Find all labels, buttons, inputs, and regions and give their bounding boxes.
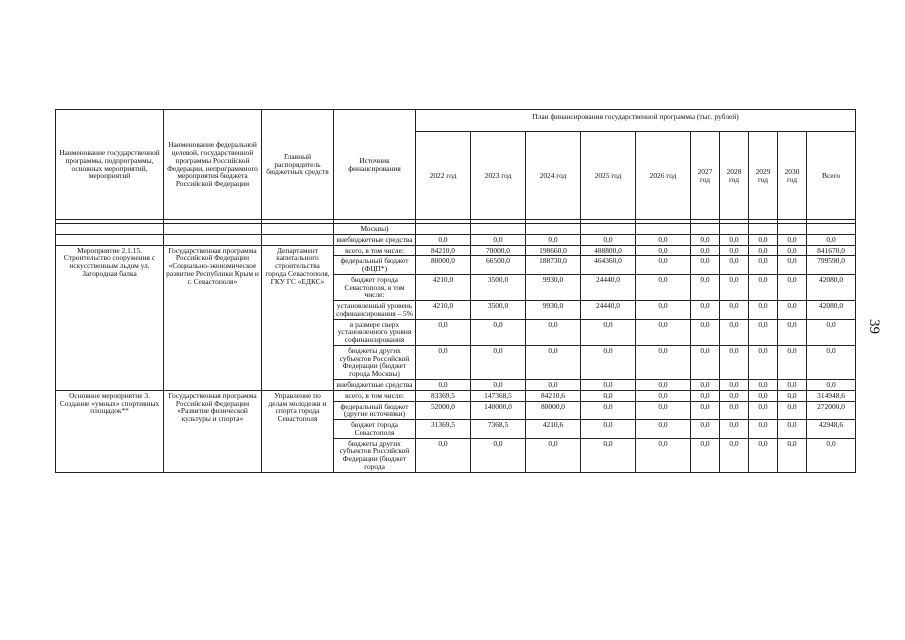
value-cell: 188730,0: [526, 256, 581, 275]
value-cell: 0,0: [636, 420, 691, 439]
financing-table: [55, 109, 856, 473]
value-cell: [581, 224, 636, 235]
funding-source-cell: всего, в том числе:: [334, 245, 416, 256]
funding-source-cell: Москвы): [334, 224, 416, 235]
header-federal-program: Наименование федеральной целевой, государственной программы Российской Федерации, непрограммного мероприятия бюджета Российской Федерации: [164, 110, 262, 220]
value-cell: 0,0: [778, 245, 807, 256]
value-cell: 31369,5: [416, 420, 471, 439]
value-cell: 0,0: [720, 301, 749, 320]
value-cell: 0,0: [720, 420, 749, 439]
program-cell: Государственная программа Российской Федерации «Социально-экономическое развитие Республики Крым и г. Севастополя»: [164, 245, 262, 390]
header-funding-source: Источник финансирования: [334, 110, 416, 220]
value-cell: 0,0: [581, 420, 636, 439]
funding-source-cell: бюджеты других субъектов Российской Федерации (бюджет города: [334, 438, 416, 472]
header-year: 2022 год: [416, 132, 471, 220]
value-cell: 0,0: [636, 245, 691, 256]
value-cell: 80000,0: [416, 256, 471, 275]
value-cell: 0,0: [581, 380, 636, 391]
value-cell: [416, 224, 471, 235]
value-cell: 0,0: [778, 420, 807, 439]
value-cell: 0,0: [720, 256, 749, 275]
value-cell: 0,0: [691, 380, 720, 391]
total-cell: 0,0: [807, 345, 856, 379]
header-financing-plan: План финансирования государственной программы (тыс. рублей): [416, 110, 856, 132]
value-cell: 0,0: [691, 319, 720, 345]
empty-cell: [262, 224, 334, 235]
total-cell: 0,0: [807, 380, 856, 391]
value-cell: 0,0: [720, 274, 749, 300]
value-cell: 0,0: [778, 256, 807, 275]
header-year: 2025 год: [581, 132, 636, 220]
empty-cell: [56, 234, 164, 245]
funding-source-cell: бюджет города Севастополя: [334, 420, 416, 439]
value-cell: 0,0: [581, 234, 636, 245]
total-cell: 841670,0: [807, 245, 856, 256]
value-cell: 84210,0: [416, 245, 471, 256]
value-cell: 0,0: [416, 380, 471, 391]
value-cell: 0,0: [778, 319, 807, 345]
value-cell: 147368,5: [471, 390, 526, 401]
value-cell: 0,0: [778, 380, 807, 391]
value-cell: 4210,6: [526, 420, 581, 439]
value-cell: 0,0: [416, 345, 471, 379]
value-cell: 3500,0: [471, 301, 526, 320]
value-cell: 0,0: [720, 438, 749, 472]
total-cell: 42080,0: [807, 301, 856, 320]
value-cell: 0,0: [581, 390, 636, 401]
value-cell: 0,0: [581, 319, 636, 345]
value-cell: 0,0: [691, 234, 720, 245]
value-cell: 0,0: [720, 401, 749, 420]
value-cell: [526, 224, 581, 235]
value-cell: 0,0: [636, 345, 691, 379]
value-cell: 80000,0: [526, 401, 581, 420]
funding-source-cell: федеральный бюджет (другие источники): [334, 401, 416, 420]
value-cell: 0,0: [416, 234, 471, 245]
value-cell: 84210,6: [526, 390, 581, 401]
value-cell: 0,0: [471, 319, 526, 345]
value-cell: 70000,0: [471, 245, 526, 256]
value-cell: 0,0: [691, 245, 720, 256]
value-cell: 0,0: [526, 438, 581, 472]
total-cell: 0,0: [807, 234, 856, 245]
value-cell: 0,0: [691, 390, 720, 401]
value-cell: 7368,5: [471, 420, 526, 439]
value-cell: 0,0: [749, 438, 778, 472]
event-name-cell: Основное мероприятие 3. Создание «умных» спортивных площадок**: [56, 390, 164, 472]
value-cell: 0,0: [526, 380, 581, 391]
value-cell: 0,0: [636, 274, 691, 300]
value-cell: 0,0: [749, 401, 778, 420]
value-cell: [778, 224, 807, 235]
value-cell: 9930,0: [526, 274, 581, 300]
value-cell: 0,0: [581, 345, 636, 379]
value-cell: 0,0: [526, 234, 581, 245]
value-cell: 488800,0: [581, 245, 636, 256]
value-cell: [720, 224, 749, 235]
value-cell: 66500,0: [471, 256, 526, 275]
value-cell: 0,0: [636, 301, 691, 320]
value-cell: 140000,0: [471, 401, 526, 420]
value-cell: 0,0: [636, 390, 691, 401]
manager-cell: Департамент капитального строительства города Севастополя, ГКУ ГС «ЕДКС»: [262, 245, 334, 390]
value-cell: 24440,0: [581, 274, 636, 300]
funding-source-cell: в размере сверх установленного уровня софинансирования: [334, 319, 416, 345]
value-cell: 0,0: [778, 301, 807, 320]
table-row: [56, 234, 856, 245]
value-cell: 0,0: [526, 319, 581, 345]
table-row: [56, 390, 856, 401]
value-cell: 0,0: [636, 380, 691, 391]
funding-source-cell: всего, в том числе:: [334, 390, 416, 401]
value-cell: 0,0: [778, 438, 807, 472]
funding-source-cell: внебюджетные средства: [334, 380, 416, 391]
value-cell: 0,0: [581, 401, 636, 420]
value-cell: 0,0: [691, 301, 720, 320]
value-cell: 0,0: [691, 401, 720, 420]
value-cell: 0,0: [636, 401, 691, 420]
value-cell: 0,0: [526, 345, 581, 379]
value-cell: 0,0: [778, 345, 807, 379]
header-year: 2027 год: [691, 132, 720, 220]
value-cell: 0,0: [471, 234, 526, 245]
table-row: [56, 224, 856, 235]
value-cell: 0,0: [778, 401, 807, 420]
value-cell: 0,0: [720, 345, 749, 379]
value-cell: 52000,0: [416, 401, 471, 420]
value-cell: 0,0: [471, 345, 526, 379]
value-cell: 0,0: [749, 345, 778, 379]
value-cell: 0,0: [416, 319, 471, 345]
value-cell: 0,0: [691, 274, 720, 300]
value-cell: 0,0: [471, 438, 526, 472]
funding-source-cell: установленный уровень софинансирования – 5%: [334, 301, 416, 320]
funding-source-cell: внебюджетные средства: [334, 234, 416, 245]
value-cell: [636, 224, 691, 235]
total-cell: 42948,6: [807, 420, 856, 439]
value-cell: 24440,0: [581, 301, 636, 320]
empty-cell: [56, 224, 164, 235]
event-name-cell: Мероприятие 2.1.15. Строительство сооружения с искусственным льдом ул. Загородная балка: [56, 245, 164, 390]
value-cell: 0,0: [636, 319, 691, 345]
value-cell: 0,0: [691, 345, 720, 379]
value-cell: 0,0: [720, 319, 749, 345]
value-cell: 0,0: [416, 438, 471, 472]
empty-cell: [164, 224, 262, 235]
value-cell: 0,0: [749, 274, 778, 300]
funding-source-cell: федеральный бюджет (ФЦП*): [334, 256, 416, 275]
value-cell: 0,0: [471, 380, 526, 391]
value-cell: [691, 224, 720, 235]
value-cell: 0,0: [581, 438, 636, 472]
value-cell: 0,0: [749, 420, 778, 439]
value-cell: 0,0: [778, 234, 807, 245]
empty-cell: [262, 234, 334, 245]
value-cell: 0,0: [720, 390, 749, 401]
value-cell: 0,0: [749, 245, 778, 256]
header-year: 2024 год: [526, 132, 581, 220]
empty-cell: [164, 234, 262, 245]
value-cell: 0,0: [691, 438, 720, 472]
manager-cell: Управление по делам молодежи и спорта города Севастополя: [262, 390, 334, 472]
program-cell: Государственная программа Российской Федерации «Развитие физической культуры и спорта»: [164, 390, 262, 472]
funding-source-cell: бюджет города Севастополя, в том числе:: [334, 274, 416, 300]
header-year: 2029 год: [749, 132, 778, 220]
total-cell: 0,0: [807, 438, 856, 472]
page-number: 39: [866, 319, 882, 334]
funding-source-cell: бюджеты других субъектов Российской Федерации (бюджет города Москвы): [334, 345, 416, 379]
total-cell: 42080,0: [807, 274, 856, 300]
value-cell: 0,0: [720, 380, 749, 391]
value-cell: 4210,0: [416, 301, 471, 320]
value-cell: 0,0: [749, 301, 778, 320]
value-cell: 0,0: [749, 390, 778, 401]
total-cell: [807, 224, 856, 235]
value-cell: 0,0: [636, 234, 691, 245]
value-cell: 9930,0: [526, 301, 581, 320]
total-cell: 272000,0: [807, 401, 856, 420]
value-cell: 83369,5: [416, 390, 471, 401]
value-cell: 0,0: [636, 256, 691, 275]
value-cell: 0,0: [749, 234, 778, 245]
header-year: 2026 год: [636, 132, 691, 220]
value-cell: 0,0: [691, 420, 720, 439]
value-cell: 0,0: [778, 390, 807, 401]
value-cell: 0,0: [720, 245, 749, 256]
value-cell: 0,0: [749, 380, 778, 391]
value-cell: 198660,0: [526, 245, 581, 256]
total-cell: 314948,6: [807, 390, 856, 401]
value-cell: 3500,0: [471, 274, 526, 300]
header-total: Всего: [807, 132, 856, 220]
total-cell: 0,0: [807, 319, 856, 345]
total-cell: 799590,0: [807, 256, 856, 275]
value-cell: 0,0: [778, 274, 807, 300]
header-year: 2028 год: [720, 132, 749, 220]
value-cell: 0,0: [749, 319, 778, 345]
value-cell: 0,0: [749, 256, 778, 275]
header-program-name: Наименование государственной программы, подпрограммы, основных мероприятий, мероприятий: [56, 110, 164, 220]
value-cell: 464360,0: [581, 256, 636, 275]
header-year: 2023 год: [471, 132, 526, 220]
value-cell: 0,0: [691, 256, 720, 275]
table-row: [56, 245, 856, 256]
value-cell: [749, 224, 778, 235]
value-cell: 0,0: [636, 438, 691, 472]
value-cell: 0,0: [720, 234, 749, 245]
value-cell: 4210,0: [416, 274, 471, 300]
value-cell: [471, 224, 526, 235]
header-budget-manager: Главный распорядитель бюджетных средств: [262, 110, 334, 220]
header-year: 2030 год: [778, 132, 807, 220]
